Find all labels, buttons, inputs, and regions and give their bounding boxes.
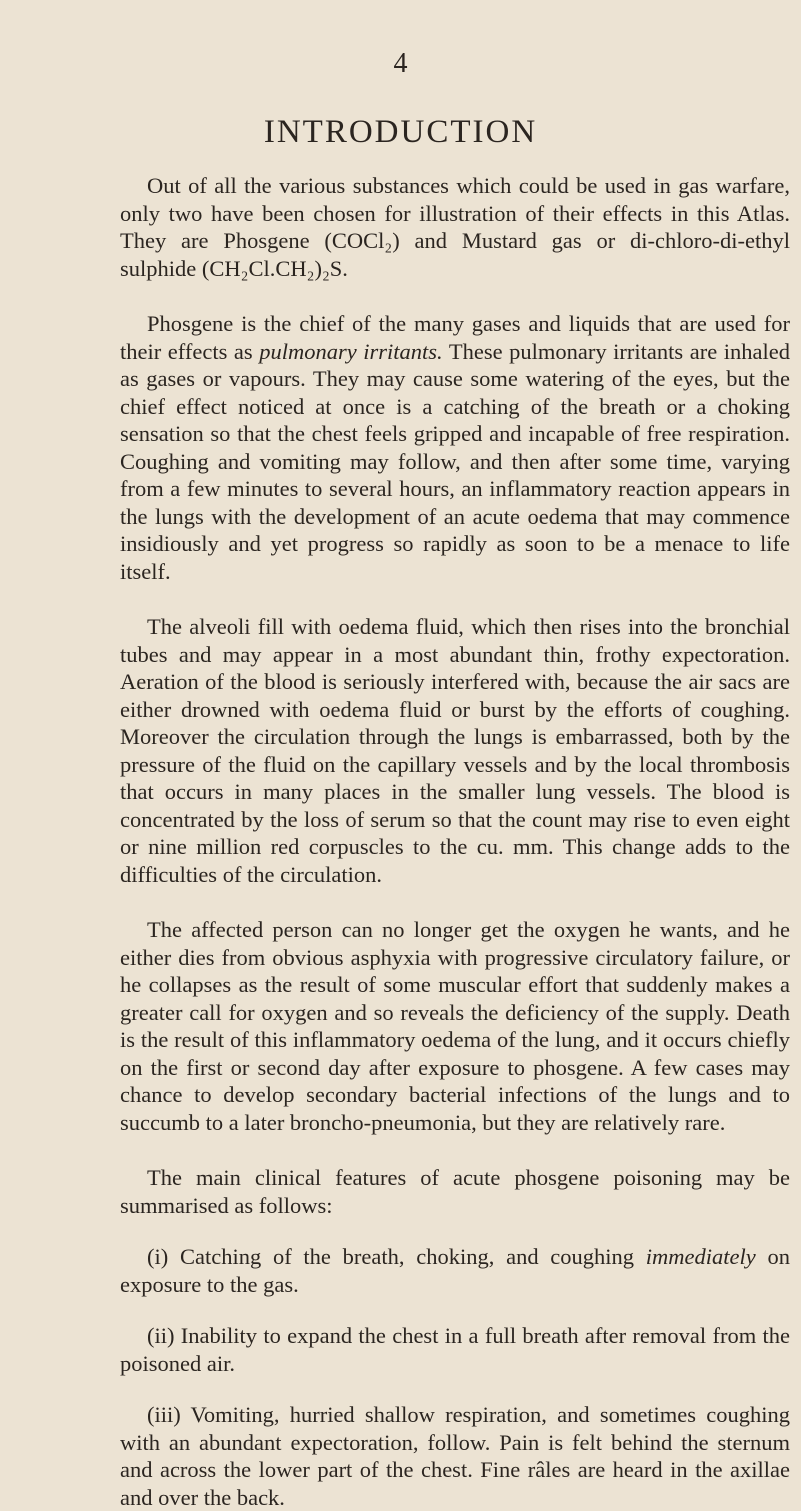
body-text — [120, 172, 790, 1511]
phosgene-text-a: Phosgene is the chief of the many gases and liquids that are used for their effects as — [120, 311, 790, 364]
page-number: 4 — [393, 48, 408, 79]
paragraph-alveoli: The alveoli fill with oedema fluid, which then rises into the bronchial tubes and may appear in a most abundant thin, frothy expectoration. Aeration of the blood is seriously interfered with, because the air sacs are either drowned with oedema fluid or burst by the efforts of coughing. Moreover the circulation through the lungs is embarrassed, both by the pressure of the fluid on the capillary vessels and by the local thrombosis that occurs in many places in the smaller lung vessels. The blood is concentrated by the loss of serum so that the count may rise to even eight or nine million red corpuscles to the cu. mm. This change adds to the difficulties of the circulation. — [120, 614, 790, 887]
list-item-ii: (ii) Inability to expand the chest in a full breath after removal from the poisoned air. — [120, 1323, 790, 1376]
list-item-iii: (iii) Vomiting, hurried shallow respiration, and sometimes coughing with an abundant expectoration, follow. Pain is felt behind the sternum and across the lower part of the chest. Fine râles are heard in the axillae and over the back. — [120, 1402, 790, 1510]
paragraph-phosgene — [120, 310, 790, 585]
list-item-i-text-b: on exposure to the gas. — [120, 1244, 791, 1297]
immediately-emphasis: immediately — [645, 1244, 756, 1269]
pulmonary-irritants-emphasis: pulmonary irritants. — [259, 338, 443, 364]
phosgene-text-b: These pulmonary irritants are inhaled as gases or vapours. They may cause some watering of the eyes, but the chief effect noticed at once is a catching of the breath or a choking sensation so that the chest feels gripped and incapable of free respiration. Coughing and vomiting may follow, and then after some time, varying from a few minutes to several hours, an inflammatory reaction appears in the lungs with the development of an acute oedema that may commence insidiously and yet progress so rapidly as soon to be a menace to life itself. — [120, 338, 790, 584]
paragraph-clinical-features: The main clinical features of acute phosgene poisoning may be summarised as follows: — [120, 1165, 790, 1218]
list-item-i — [120, 1243, 790, 1298]
list-item-i-text-a: (i) Catching of the breath, choking, and coughing — [147, 1244, 646, 1269]
paragraph-affected-person: The affected person can no longer get the oxygen he wants, and he either dies from obvious asphyxia with progressive circulatory failure, or he collapses as the result of some muscular effort that suddenly makes a greater call for oxygen and so reveals the deficiency of the supply. Death is the result of this inflammatory oedema of the lung, and it occurs chiefly on the first or second day after exposure to phosgene. A few cases may chance to develop secondary bacterial infections of the lungs and to succumb to a later broncho-pneumonia, but they are relatively rare. — [120, 917, 790, 1135]
page-title: INTRODUCTION — [263, 114, 538, 150]
paragraph-gas-warfare: Out of all the various substances which could be used in gas warfare, only two have been chosen for illustration of their effects in this Atlas. They are Phosgene (COCl₂) and Mustard gas or di-chloro-di-ethyl sulphide (CH₂Cl.CH₂)₂S. — [120, 173, 790, 281]
